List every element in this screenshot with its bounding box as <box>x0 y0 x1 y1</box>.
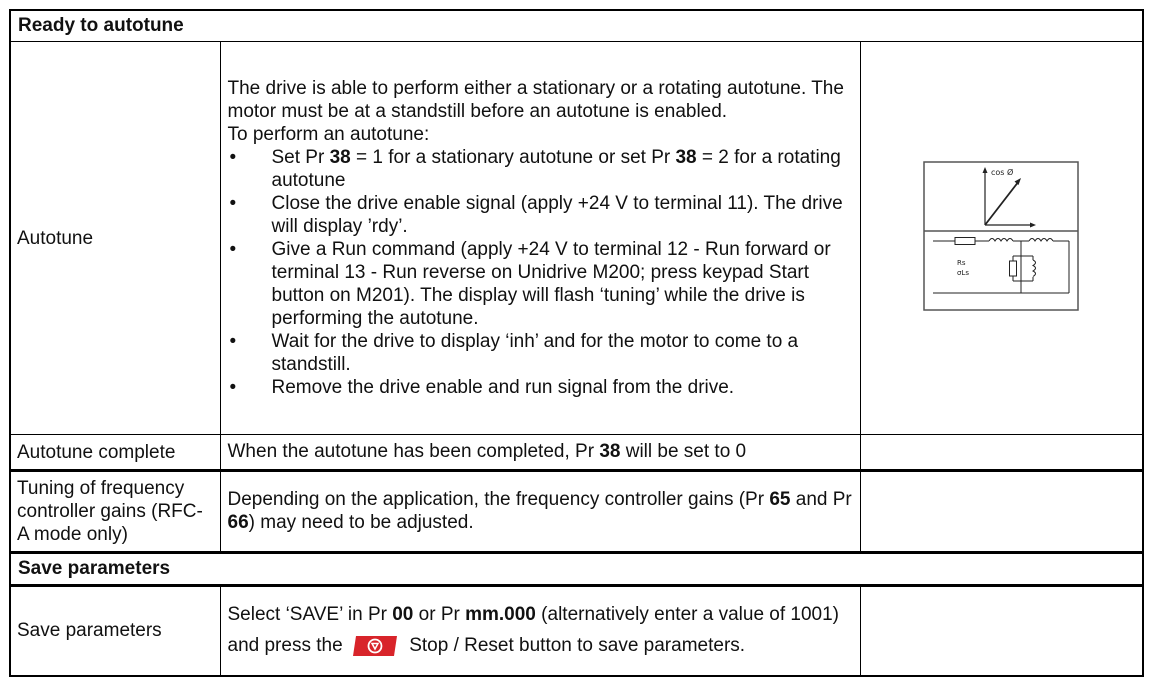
rs-label: Rs <box>957 258 966 267</box>
table-row-tuning <box>10 471 1143 553</box>
list-item: • Wait for the drive to display ‘inh’ and for the motor to come to a standstill. <box>229 330 799 375</box>
table-row-autotune <box>10 42 1143 435</box>
row-content: Depending on the application, the frequency controller gains (Pr 65 and Pr 66) may need to be adjusted. <box>220 471 860 553</box>
table-row-save <box>10 586 1143 676</box>
row-label: Tuning of frequency controller gains (RFC-A mode only) <box>10 471 220 553</box>
sigma-ls-label: σLs <box>957 268 970 277</box>
autotune-procedure-table <box>9 9 1144 677</box>
empty-cell <box>860 435 1143 471</box>
section-title: Save parameters <box>10 553 1143 586</box>
list-item: • Close the drive enable signal (apply +24 V to terminal 11). The drive will display ’rdy’. <box>229 192 843 237</box>
section-header-save <box>10 553 1143 586</box>
empty-cell <box>860 586 1143 676</box>
table-row-autotune-complete <box>10 435 1143 471</box>
list-item: • Set Pr 38 = 1 for a stationary autotune or set Pr 38 = 2 for a rotating autotune <box>229 146 841 191</box>
autotune-steps <box>228 146 853 399</box>
row-content: Select ‘SAVE’ in Pr 00 or Pr mm.000 (alternatively enter a value of 1001) and press the Stop / Reset button to save parameters. <box>220 586 860 676</box>
row-label: Save parameters <box>10 586 220 676</box>
row-label: Autotune complete <box>10 435 220 471</box>
motor-equivalent-circuit-diagram <box>923 161 1079 311</box>
row-content <box>220 42 860 435</box>
autotune-diagram-cell <box>860 42 1143 435</box>
section-header-ready <box>10 10 1143 42</box>
row-content: When the autotune has been completed, Pr 38 will be set to 0 <box>220 435 860 471</box>
stop-reset-button-icon <box>352 635 398 657</box>
cos-phi-label: cos Ø <box>991 167 1014 177</box>
row-label: Autotune <box>10 42 220 435</box>
section-title: Ready to autotune <box>10 10 1143 42</box>
autotune-perform-heading: To perform an autotune: <box>227 123 430 145</box>
list-item: • Give a Run command (apply +24 V to terminal 12 - Run forward or terminal 13 - Run reverse on Unidrive M200; press keypad Start button on M201). The display will flash ‘tuning’ while the drive is performing the autotune. <box>229 238 831 329</box>
autotune-intro: The drive is able to perform either a stationary or a rotating autotune. The motor must be at a standstill before an autotune is enabled. <box>227 77 844 122</box>
list-item: • Remove the drive enable and run signal from the drive. <box>229 376 735 398</box>
empty-cell <box>860 471 1143 553</box>
